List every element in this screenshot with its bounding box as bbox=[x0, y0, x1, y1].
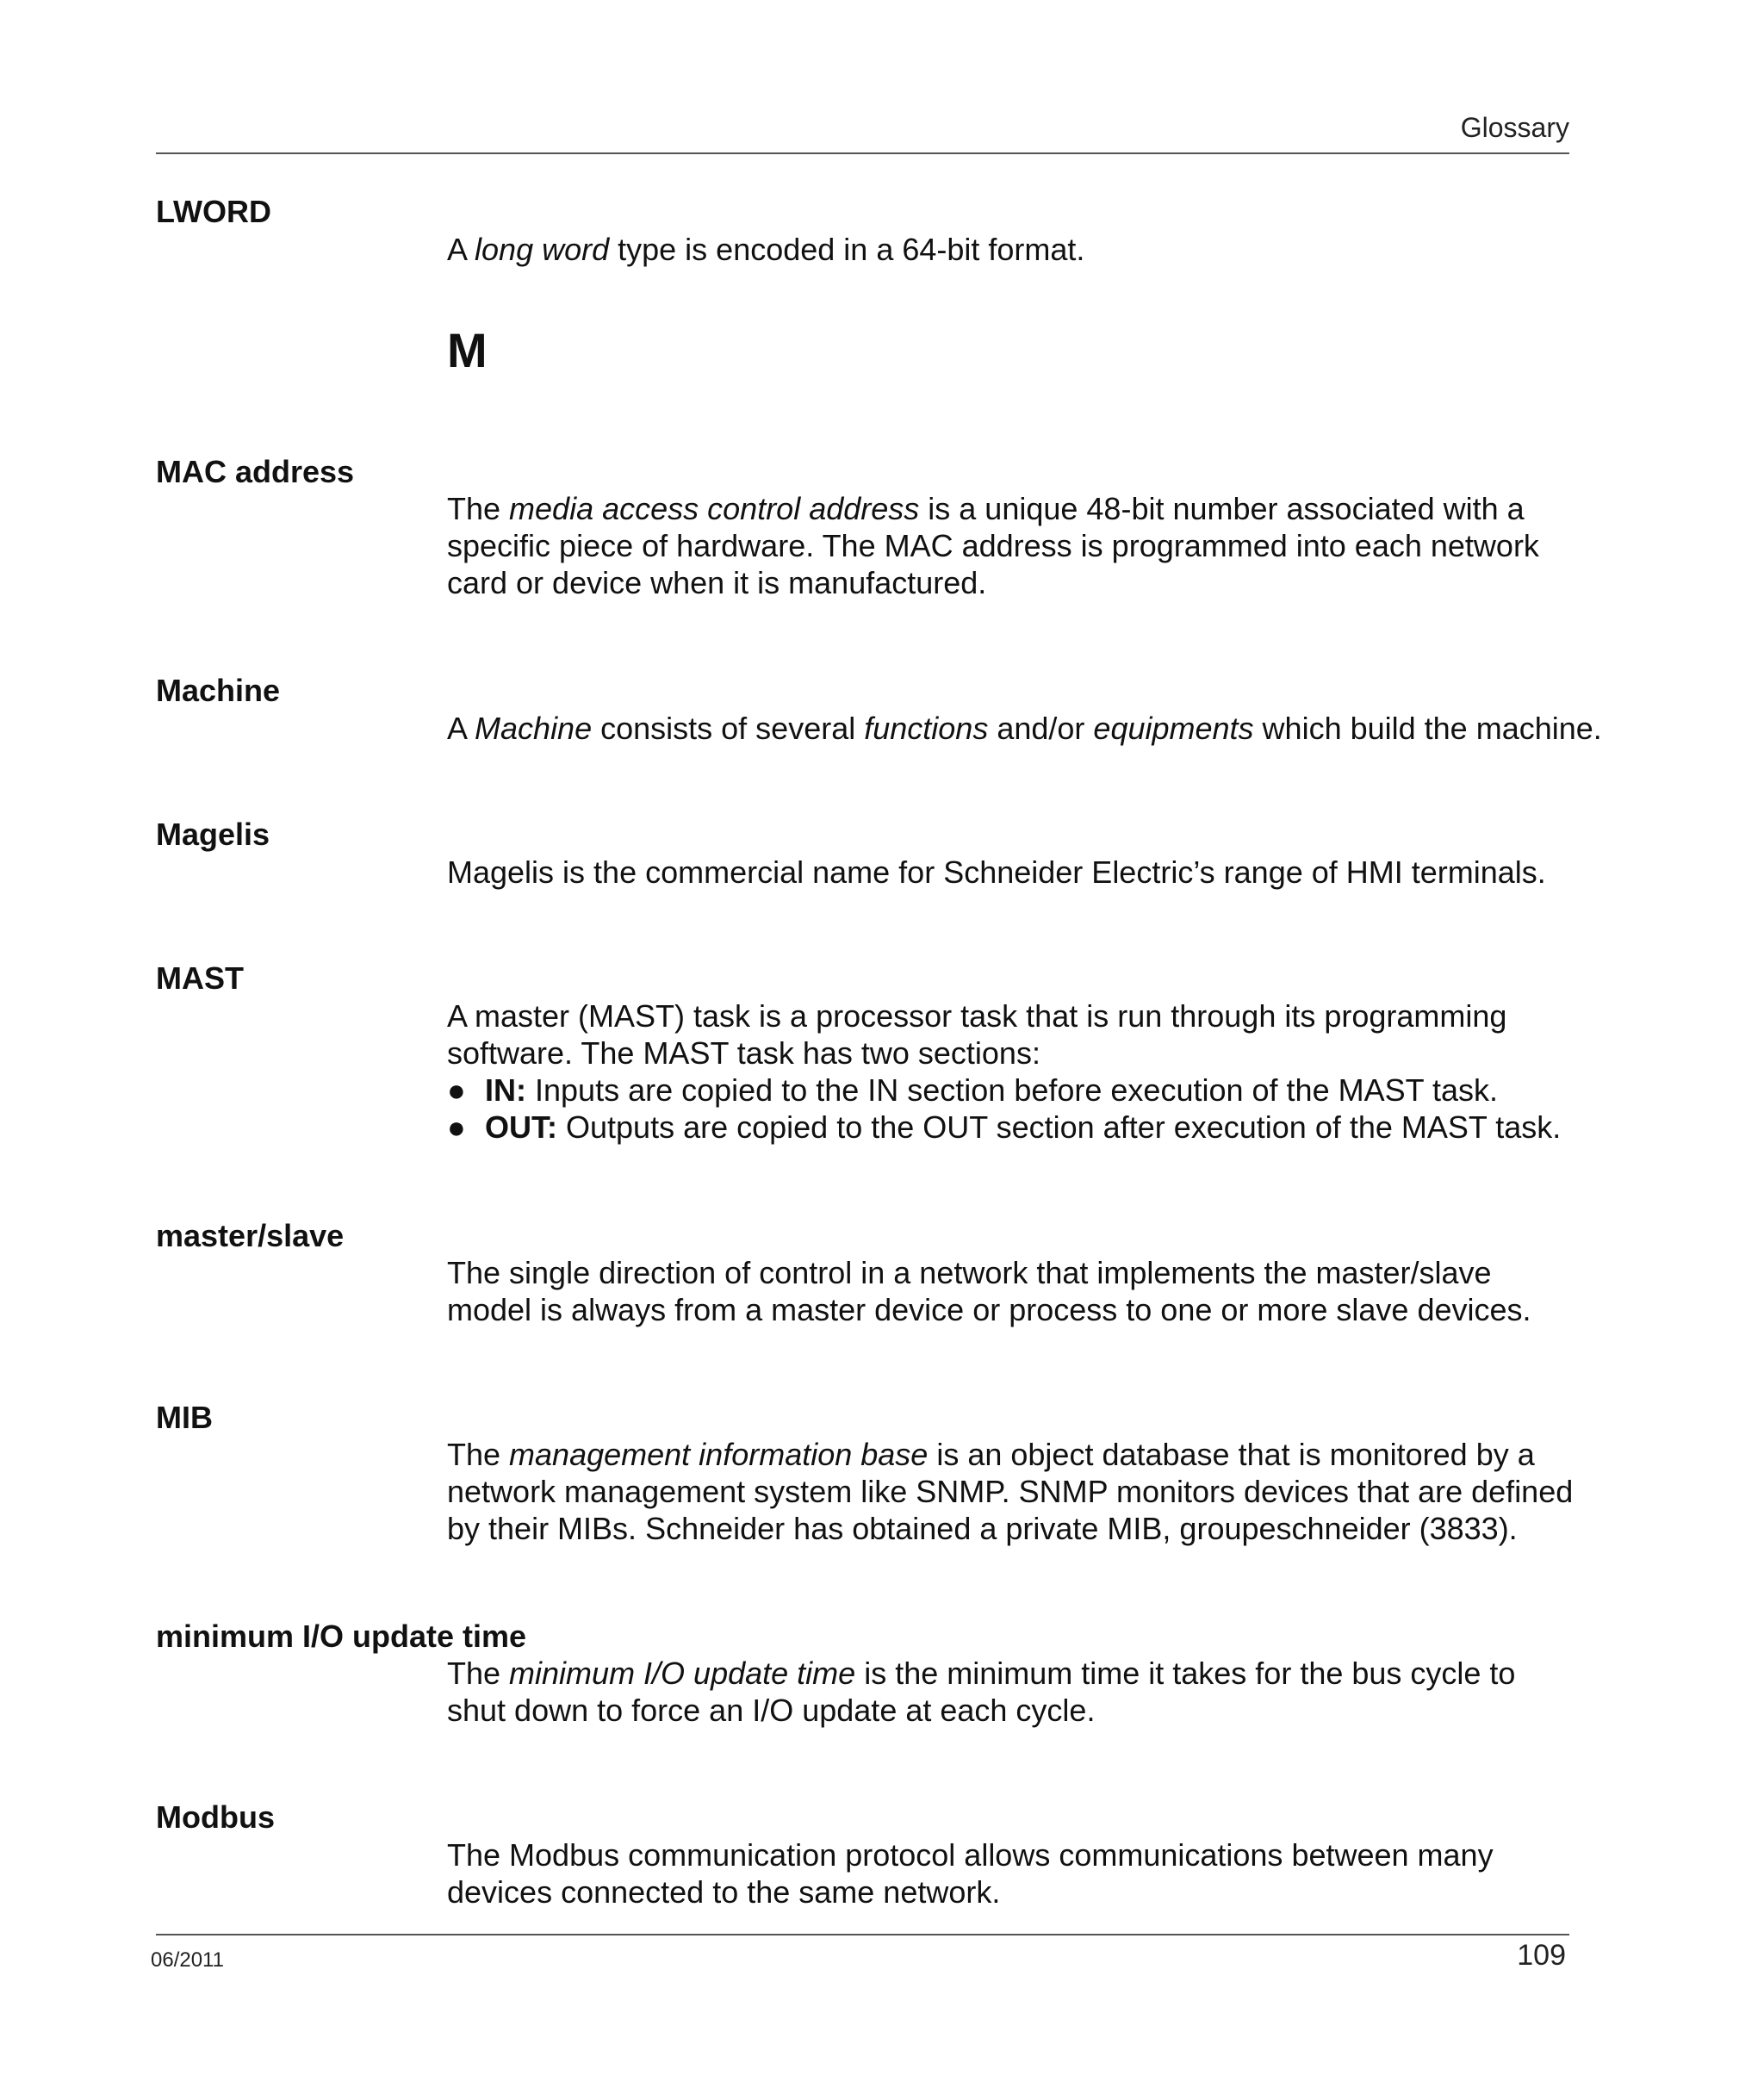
definition-text: Magelis is the commercial name for Schneider Electric’s range of HMI terminals. bbox=[447, 854, 1546, 890]
definition-minimum-io-update-time bbox=[447, 1655, 1575, 1729]
term-magelis: Magelis bbox=[156, 817, 270, 852]
letter-heading: M bbox=[447, 323, 488, 377]
page-number: 109 bbox=[1517, 1939, 1566, 1972]
header-rule bbox=[156, 152, 1569, 154]
term-machine: Machine bbox=[156, 673, 281, 708]
definition-modbus bbox=[447, 1836, 1575, 1911]
section-header: Glossary bbox=[1460, 112, 1569, 143]
definition-text: The management information base is an object database that is monitored by a network management system like SNMP. SNMP monitors devices that are defined by their MIBs. Schneider has obtained a private MIB, groupeschneider (3833). bbox=[447, 1437, 1574, 1546]
term-mac-address: MAC address bbox=[156, 454, 355, 489]
list-item: ● IN: Inputs are copied to the IN section before execution of the MAST task. bbox=[447, 1072, 1498, 1108]
definition-magelis bbox=[447, 854, 1575, 891]
definition-text: A long word type is encoded in a 64-bit format. bbox=[447, 232, 1085, 267]
bullet-icon: ● bbox=[447, 1072, 466, 1108]
definition-text: The single direction of control in a network that implements the master/slave model is always from a master device or process to one or more slave devices. bbox=[447, 1255, 1531, 1327]
footer-date: 06/2011 bbox=[151, 1948, 224, 1972]
definition-text: A master (MAST) task is a processor task that is run through its programming software. The MAST task has two sections: bbox=[447, 998, 1507, 1071]
list-item: ● OUT: Outputs are copied to the OUT section after execution of the MAST task. bbox=[447, 1109, 1562, 1145]
bullet-list bbox=[447, 1072, 1575, 1146]
term-minimum-io-update-time: minimum I/O update time bbox=[156, 1618, 527, 1654]
term-mib: MIB bbox=[156, 1400, 213, 1435]
definition-text: The Modbus communication protocol allows communications between many devices connected to the same network. bbox=[447, 1837, 1494, 1910]
footer-rule bbox=[156, 1934, 1569, 1935]
definition-lword bbox=[447, 231, 1575, 268]
definition-mib bbox=[447, 1436, 1575, 1547]
term-master-slave: master/slave bbox=[156, 1218, 345, 1253]
definition-mac-address bbox=[447, 490, 1575, 601]
term-modbus: Modbus bbox=[156, 1799, 275, 1835]
definition-mast bbox=[447, 997, 1575, 1146]
definition-master-slave bbox=[447, 1254, 1575, 1328]
term-mast: MAST bbox=[156, 960, 244, 996]
bullet-icon: ● bbox=[447, 1109, 466, 1145]
term-lword: LWORD bbox=[156, 194, 271, 229]
definition-text: The minimum I/O update time is the minimum time it takes for the bus cycle to shut down to force an I/O update at each cycle. bbox=[447, 1656, 1516, 1728]
definition-machine bbox=[447, 710, 1602, 747]
definition-text: The media access control address is a unique 48-bit number associated with a specific piece of hardware. The MAC address is programmed into each network card or device when it is manufactured. bbox=[447, 491, 1539, 600]
definition-text: A Machine consists of several functions and/or equipments which build the machine. bbox=[447, 711, 1602, 746]
